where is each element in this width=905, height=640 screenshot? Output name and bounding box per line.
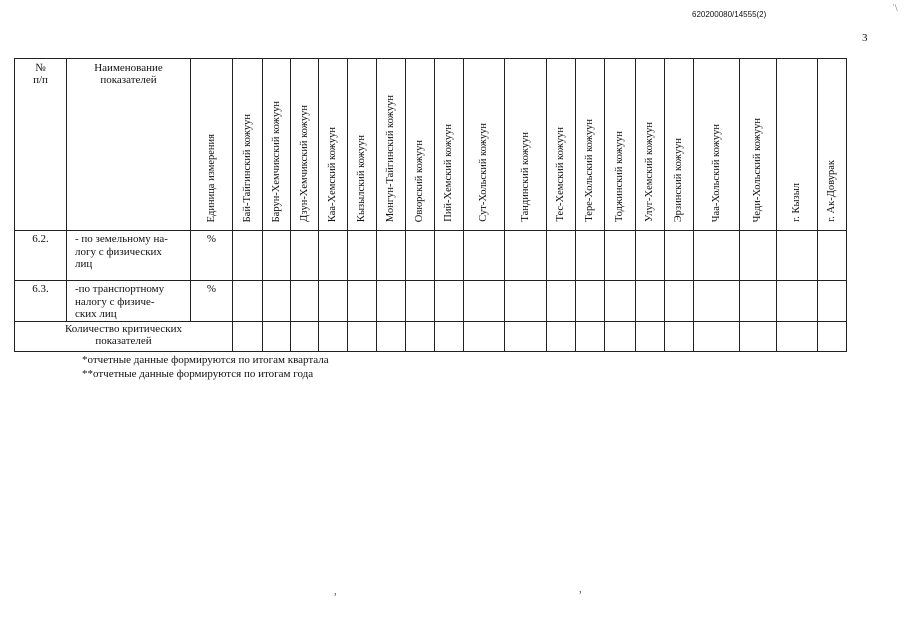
value-cell bbox=[348, 281, 377, 322]
header-district bbox=[233, 59, 263, 231]
total-cell bbox=[435, 321, 464, 351]
header-district-label: Бай-Тайгинский кожуун bbox=[241, 113, 253, 222]
value-cell bbox=[605, 281, 636, 322]
header-district bbox=[665, 59, 694, 231]
value-cell bbox=[740, 231, 777, 281]
row-number: 6.2. bbox=[15, 231, 67, 281]
value-cell bbox=[818, 231, 847, 281]
header-district-label: Тандинский кожуун bbox=[519, 132, 531, 222]
value-cell bbox=[576, 281, 605, 322]
value-cell bbox=[547, 231, 576, 281]
value-cell bbox=[319, 231, 348, 281]
total-cell bbox=[777, 321, 818, 351]
value-cell bbox=[464, 281, 505, 322]
header-district-label: г. Ак-Довурак bbox=[826, 160, 837, 222]
value-cell bbox=[694, 231, 740, 281]
header-unit-label: Единица измерения bbox=[205, 133, 217, 222]
value-cell bbox=[694, 281, 740, 322]
value-cell bbox=[740, 281, 777, 322]
value-cell bbox=[777, 231, 818, 281]
header-district-label: Тере-Хольский кожуун bbox=[584, 119, 595, 222]
header-row bbox=[15, 59, 887, 231]
total-cell bbox=[694, 321, 740, 351]
document-id: 620200080/14555(2) bbox=[692, 10, 767, 19]
header-district-label: Монгун-Тайгинский кожуун bbox=[385, 94, 396, 222]
total-cell bbox=[263, 321, 291, 351]
header-district bbox=[348, 59, 377, 231]
header-district bbox=[777, 59, 818, 231]
value-cell bbox=[464, 231, 505, 281]
header-district bbox=[435, 59, 464, 231]
table-row bbox=[15, 231, 887, 281]
total-cell bbox=[291, 321, 319, 351]
header-unit bbox=[191, 59, 233, 231]
header-district bbox=[694, 59, 740, 231]
scan-mark-right: ʾ bbox=[578, 590, 583, 605]
header-district-label: Овюрский кожуун bbox=[414, 139, 425, 222]
total-cell bbox=[576, 321, 605, 351]
total-cell bbox=[377, 321, 406, 351]
row-unit: % bbox=[191, 281, 233, 322]
total-cell bbox=[505, 321, 547, 351]
header-district-label: Тес-Хемский кожуун bbox=[555, 127, 566, 222]
header-district-label: Чаа-Хольский кожуун bbox=[710, 123, 722, 222]
header-district-label: Дзун-Хемчикский кожуун bbox=[298, 105, 310, 222]
header-name: Наименование показателей bbox=[67, 59, 191, 231]
header-num: № п/п bbox=[15, 59, 67, 231]
total-label: Количество критических показателей bbox=[15, 321, 233, 351]
corner-mark: ˙\ bbox=[892, 3, 898, 13]
row-name: - по земельному на- логу с физических лиц bbox=[67, 231, 191, 281]
value-cell bbox=[263, 231, 291, 281]
header-district bbox=[505, 59, 547, 231]
header-district bbox=[263, 59, 291, 231]
value-cell bbox=[233, 231, 263, 281]
scan-mark-left: ʾ bbox=[333, 592, 338, 607]
total-cell bbox=[740, 321, 777, 351]
header-district-label: Кызылский кожуун bbox=[356, 134, 367, 222]
value-cell bbox=[377, 231, 406, 281]
total-cell bbox=[348, 321, 377, 351]
header-district bbox=[464, 59, 505, 231]
header-district-label: Барун-Хемчикский кожуун bbox=[270, 100, 282, 222]
header-district-label: г. Кызыл bbox=[791, 183, 802, 222]
value-cell bbox=[777, 281, 818, 322]
row-name: -по транспортному налогу с физиче- ских лиц bbox=[67, 281, 191, 322]
value-cell bbox=[263, 281, 291, 322]
header-district bbox=[576, 59, 605, 231]
header-district bbox=[740, 59, 777, 231]
value-cell bbox=[348, 231, 377, 281]
header-district-label: Улуг-Хемский кожуун bbox=[644, 122, 655, 222]
total-cell bbox=[406, 321, 435, 351]
total-row bbox=[15, 321, 887, 351]
row-number: 6.3. bbox=[15, 281, 67, 322]
total-cell bbox=[665, 321, 694, 351]
header-district bbox=[547, 59, 576, 231]
total-cell bbox=[233, 321, 263, 351]
header-district-label: Чеди-Хольский кожуун bbox=[752, 117, 763, 222]
row-unit: % bbox=[191, 231, 233, 281]
value-cell bbox=[505, 281, 547, 322]
header-district bbox=[319, 59, 348, 231]
value-cell bbox=[547, 281, 576, 322]
header-district bbox=[406, 59, 435, 231]
value-cell bbox=[435, 281, 464, 322]
footnotes bbox=[82, 354, 329, 381]
header-district bbox=[605, 59, 636, 231]
indicators-table bbox=[14, 58, 887, 352]
total-cell bbox=[818, 321, 847, 351]
value-cell bbox=[233, 281, 263, 322]
total-cell bbox=[605, 321, 636, 351]
header-district bbox=[636, 59, 665, 231]
header-district bbox=[818, 59, 847, 231]
value-cell bbox=[636, 231, 665, 281]
footnote-year: **отчетные данные формируются по итогам года bbox=[82, 367, 314, 380]
value-cell bbox=[665, 281, 694, 322]
header-district-label: Эрзинский кожуун bbox=[673, 137, 684, 222]
value-cell bbox=[406, 231, 435, 281]
page-number: 3 bbox=[862, 32, 868, 44]
total-cell bbox=[319, 321, 348, 351]
total-cell bbox=[547, 321, 576, 351]
value-cell bbox=[435, 231, 464, 281]
table-row bbox=[15, 281, 887, 322]
header-district bbox=[377, 59, 406, 231]
value-cell bbox=[377, 281, 406, 322]
value-cell bbox=[505, 231, 547, 281]
total-cell bbox=[636, 321, 665, 351]
value-cell bbox=[636, 281, 665, 322]
header-district-label: Тоджинский кожуун bbox=[614, 131, 625, 222]
value-cell bbox=[665, 231, 694, 281]
value-cell bbox=[319, 281, 348, 322]
header-district bbox=[291, 59, 319, 231]
value-cell bbox=[576, 231, 605, 281]
value-cell bbox=[605, 231, 636, 281]
header-district-label: Каа-Хемский кожуун bbox=[327, 126, 338, 222]
value-cell bbox=[818, 281, 847, 322]
header-district-label: Сут-Хольский кожуун bbox=[478, 123, 489, 222]
footnote-quarter: *отчетные данные формируются по итогам квартала bbox=[82, 354, 329, 366]
header-district-label: Пий-Хемский кожуун bbox=[443, 124, 454, 222]
value-cell bbox=[406, 281, 435, 322]
value-cell bbox=[291, 231, 319, 281]
value-cell bbox=[291, 281, 319, 322]
total-cell bbox=[464, 321, 505, 351]
